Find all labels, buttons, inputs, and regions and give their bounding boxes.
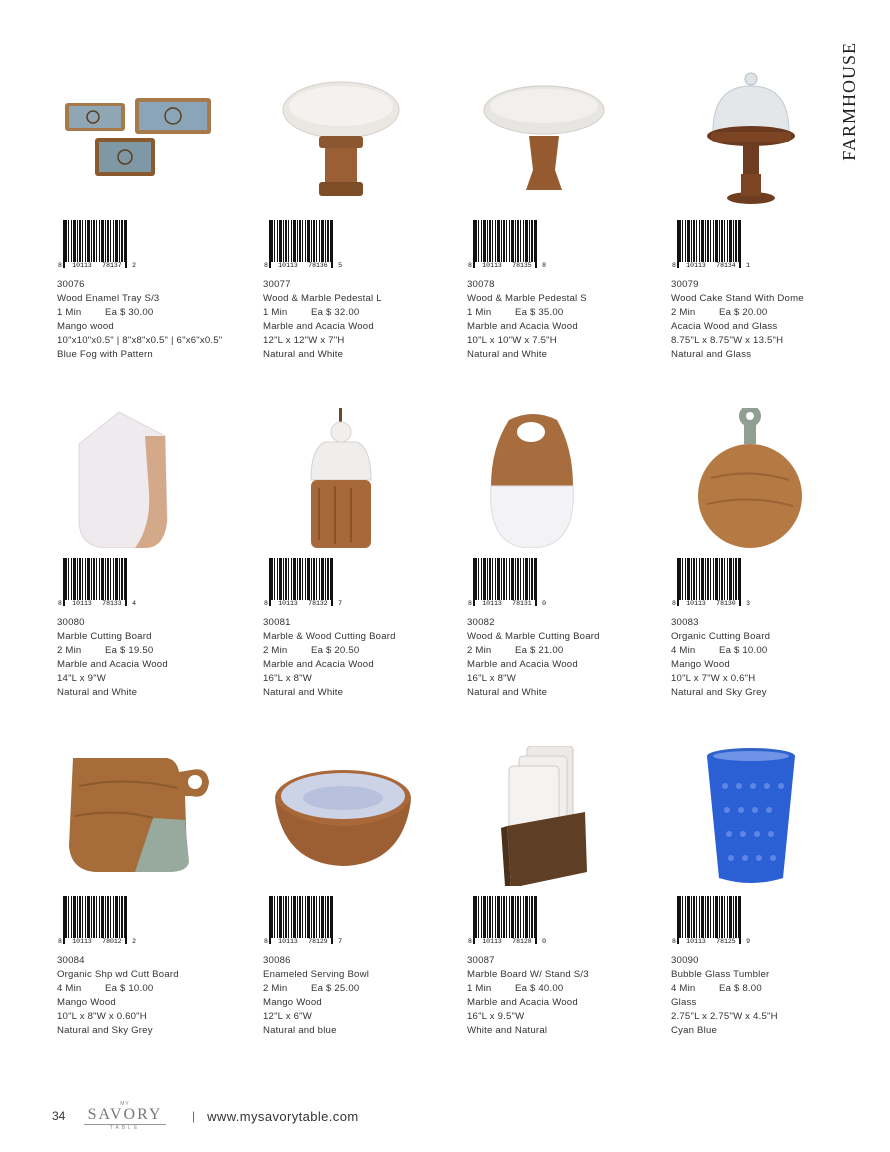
product-price: Ea $ 10.00 [105, 983, 154, 995]
product-name: Organic Shp wd Cutt Board [57, 969, 179, 981]
product-image-marble-cutting-board [57, 408, 247, 548]
product-sku: 30090 [671, 955, 699, 966]
product-info [467, 278, 667, 363]
product-size: 10"x10"x0.5" | 8"x8"x0.5" | 6"x6"x0.5" [57, 335, 223, 347]
product-info [263, 954, 463, 1039]
product-size: 12"L x 6"W [263, 1011, 312, 1023]
product-name: Enameled Serving Bowl [263, 969, 370, 981]
page-footer [52, 1100, 359, 1132]
product-color: Natural and White [263, 349, 344, 361]
product-material: Mango Wood [263, 997, 322, 1009]
product-min: 1 Min [467, 983, 492, 995]
product-price: Ea $ 8.00 [719, 983, 762, 995]
product-min: 2 Min [263, 645, 288, 657]
barcode: 8 10113 78134 1 [671, 220, 751, 275]
product-size: 10"L x 8"W x 0.60"H [57, 1011, 147, 1023]
product-material: Mango Wood [57, 997, 116, 1009]
product-min: 2 Min [467, 645, 492, 657]
product-image-cake-stand-dome [671, 70, 861, 210]
product-info [671, 278, 871, 363]
product-name: Wood Cake Stand With Dome [671, 293, 804, 305]
product-price: Ea $ 20.00 [719, 307, 768, 319]
barcode: 8 10113 78132 7 [263, 558, 343, 613]
product-name: Wood & Marble Pedestal S [467, 293, 587, 305]
section-label: FARMHOUSE [839, 42, 859, 161]
product-info [263, 278, 463, 363]
product-sku: 30080 [57, 617, 85, 628]
product-size: 8.75"L x 8.75"W x 13.5"H [671, 335, 784, 347]
product-min: 4 Min [671, 983, 696, 995]
product-name: Bubble Glass Tumbler [671, 969, 770, 981]
product-color: Cyan Blue [671, 1025, 718, 1037]
product-info [467, 616, 667, 701]
product-color: Natural and White [467, 687, 548, 699]
barcode: 8 10113 78128 0 [467, 896, 547, 951]
product-material: Marble and Acacia Wood [467, 321, 578, 333]
product-sku: 30081 [263, 617, 291, 628]
product-info [57, 278, 257, 363]
product-sku: 30083 [671, 617, 699, 628]
barcode: 8 10113 78137 2 [57, 220, 137, 275]
barcode: 8 10113 78135 8 [467, 220, 547, 275]
product-info [467, 954, 667, 1039]
product-min: 2 Min [263, 983, 288, 995]
product-color: Natural and blue [263, 1025, 337, 1037]
product-sku: 30084 [57, 955, 85, 966]
barcode: 8 10113 78125 9 [671, 896, 751, 951]
product-image-bubble-glass-tumbler [671, 746, 861, 886]
product-size: 2.75"L x 2.75"W x 4.5"H [671, 1011, 778, 1023]
product-sku: 30079 [671, 279, 699, 290]
product-size: 10"L x 10"W x 7.5"H [467, 335, 557, 347]
product-price: Ea $ 30.00 [105, 307, 154, 319]
product-info [263, 616, 463, 701]
product-material: Mango wood [57, 321, 114, 333]
product-material: Acacia Wood and Glass [671, 321, 778, 333]
product-min: 4 Min [671, 645, 696, 657]
barcode: 8 10113 78136 5 [263, 220, 343, 275]
product-info [57, 616, 257, 701]
product-price: Ea $ 19.50 [105, 645, 154, 657]
page-number: 34 [52, 1109, 66, 1123]
product-price: Ea $ 40.00 [515, 983, 564, 995]
product-image-marble-pedestal-small [467, 70, 657, 210]
product-price: Ea $ 25.00 [311, 983, 360, 995]
product-name: Organic Cutting Board [671, 631, 771, 643]
product-image-enamel-tray-set [57, 70, 247, 210]
product-price: Ea $ 21.00 [515, 645, 564, 657]
product-sku: 30077 [263, 279, 291, 290]
product-name: Marble & Wood Cutting Board [263, 631, 396, 643]
product-name: Wood & Marble Pedestal L [263, 293, 382, 305]
barcode: 8 10113 78012 2 [57, 896, 137, 951]
product-image-marble-pedestal-large [263, 70, 453, 210]
product-size: 16"L x 9.5"W [467, 1011, 525, 1023]
product-price: Ea $ 32.00 [311, 307, 360, 319]
product-color: White and Natural [467, 1025, 548, 1037]
product-material: Marble and Acacia Wood [263, 321, 374, 333]
product-sku: 30087 [467, 955, 495, 966]
product-size: 16"L x 8"W [467, 673, 516, 685]
product-size: 14"L x 9"W [57, 673, 106, 685]
product-name: Wood Enamel Tray S/3 [57, 293, 160, 305]
product-image-enameled-bowl [263, 746, 453, 886]
product-size: 16"L x 8"W [263, 673, 312, 685]
product-size: 10"L x 7"W x 0.6"H [671, 673, 756, 685]
product-sku: 30086 [263, 955, 291, 966]
product-color: Blue Fog with Pattern [57, 349, 153, 361]
barcode: 8 10113 78131 0 [467, 558, 547, 613]
product-color: Natural and White [263, 687, 344, 699]
product-price: Ea $ 10.00 [719, 645, 768, 657]
product-material: Marble and Acacia Wood [263, 659, 374, 671]
product-size: 12"L x 12"W x 7"H [263, 335, 345, 347]
product-color: Natural and Glass [671, 349, 752, 361]
product-material: Marble and Acacia Wood [467, 659, 578, 671]
product-image-marble-boards-stand [467, 746, 657, 886]
product-sku: 30076 [57, 279, 85, 290]
product-image-round-cutting-board [671, 408, 861, 548]
brand-logo: MY SAVORY TABLE [80, 1101, 170, 1131]
barcode: 8 10113 78130 3 [671, 558, 751, 613]
footer-separator: | [192, 1109, 196, 1123]
product-price: Ea $ 35.00 [515, 307, 564, 319]
product-color: Natural and White [467, 349, 548, 361]
product-info [671, 954, 871, 1039]
product-image-wood-marble-oval-board [467, 408, 657, 548]
product-min: 1 Min [467, 307, 492, 319]
product-price: Ea $ 20.50 [311, 645, 360, 657]
barcode: 8 10113 78133 4 [57, 558, 137, 613]
product-sku: 30078 [467, 279, 495, 290]
product-material: Mango Wood [671, 659, 730, 671]
product-material: Marble and Acacia Wood [57, 659, 168, 671]
product-sku: 30082 [467, 617, 495, 628]
barcode: 8 10113 78129 7 [263, 896, 343, 951]
product-min: 1 Min [263, 307, 288, 319]
product-material: Glass [671, 997, 697, 1009]
product-color: Natural and Sky Grey [57, 1025, 153, 1037]
product-name: Wood & Marble Cutting Board [467, 631, 600, 643]
product-min: 4 Min [57, 983, 82, 995]
website-link[interactable]: www.mysavorytable.com [207, 1108, 359, 1124]
product-min: 1 Min [57, 307, 82, 319]
product-info [57, 954, 257, 1039]
product-image-organic-shape-board [57, 746, 247, 886]
product-min: 2 Min [57, 645, 82, 657]
product-name: Marble Cutting Board [57, 631, 152, 643]
product-material: Marble and Acacia Wood [467, 997, 578, 1009]
product-name: Marble Board W/ Stand S/3 [467, 969, 589, 981]
product-color: Natural and White [57, 687, 138, 699]
product-color: Natural and Sky Grey [671, 687, 767, 699]
product-image-marble-wood-paddle [263, 408, 453, 548]
product-min: 2 Min [671, 307, 696, 319]
product-info [671, 616, 871, 701]
